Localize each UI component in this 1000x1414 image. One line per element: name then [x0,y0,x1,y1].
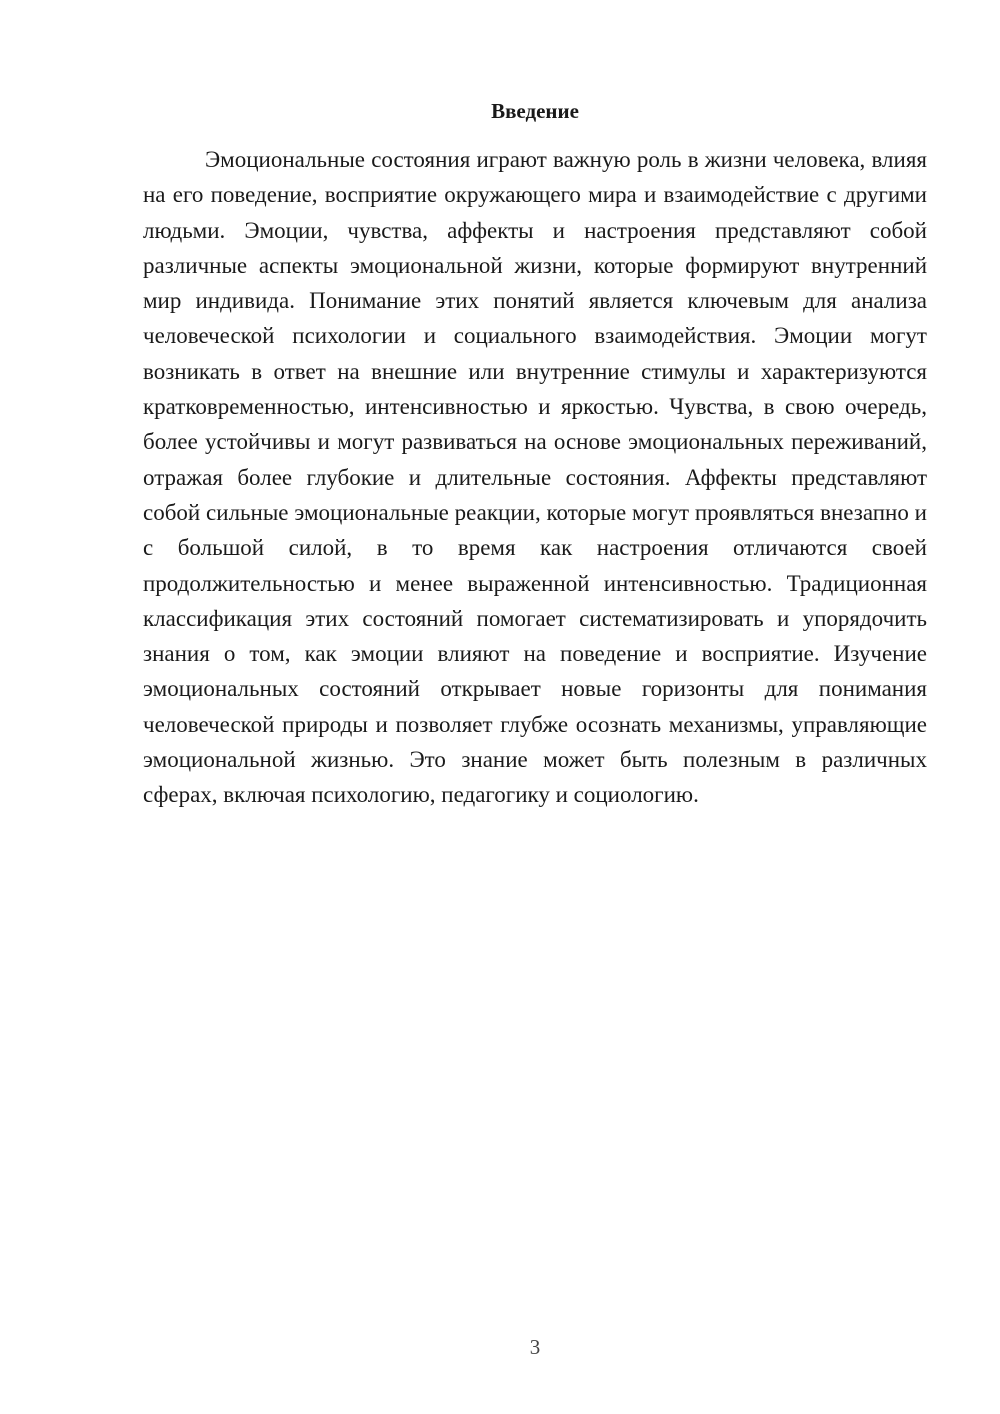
section-heading: Введение [491,99,579,123]
page-number: 3 [529,1335,541,1359]
body-paragraph: Эмоциональные состояния играют важную роль в жизни человека, влияя на его поведение, восприятие окружающего мира и взаимодействие с другими людьми. Эмоции, чувства, аффекты и настроения представляют собой различные аспекты эмоциональной жизни, которые формируют внутренний мир индивида. Понимание этих понятий является ключевым для анализа человеческой психологии и социального взаимодействия. Эмоции могут возникать в ответ на внешние или внутренние стимулы и характеризуются кратковременностью, интенсивностью и яркостью. Чувства, в свою очередь, более устойчивы и могут развиваться на основе эмоциональных переживаний, отражая более глубокие и длительные состояния. Аффекты представляют собой сильные эмоциональные реакции, которые могут проявляться внезапно и с большой силой, в то время как настроения отличаются своей продолжительностью и менее выраженной интенсивностью. Традиционная классификация этих состояний помогает систематизировать и упорядочить знания о том, как эмоции влияют на поведение и восприятие. Изучение эмоциональных состояний открывает новые горизонты для понимания человеческой природы и позволяет глубже осознать механизмы, управляющие эмоциональной жизнью. Это знание может быть полезным в различных сферах, включая психологию, педагогику и социологию. [143,147,927,808]
